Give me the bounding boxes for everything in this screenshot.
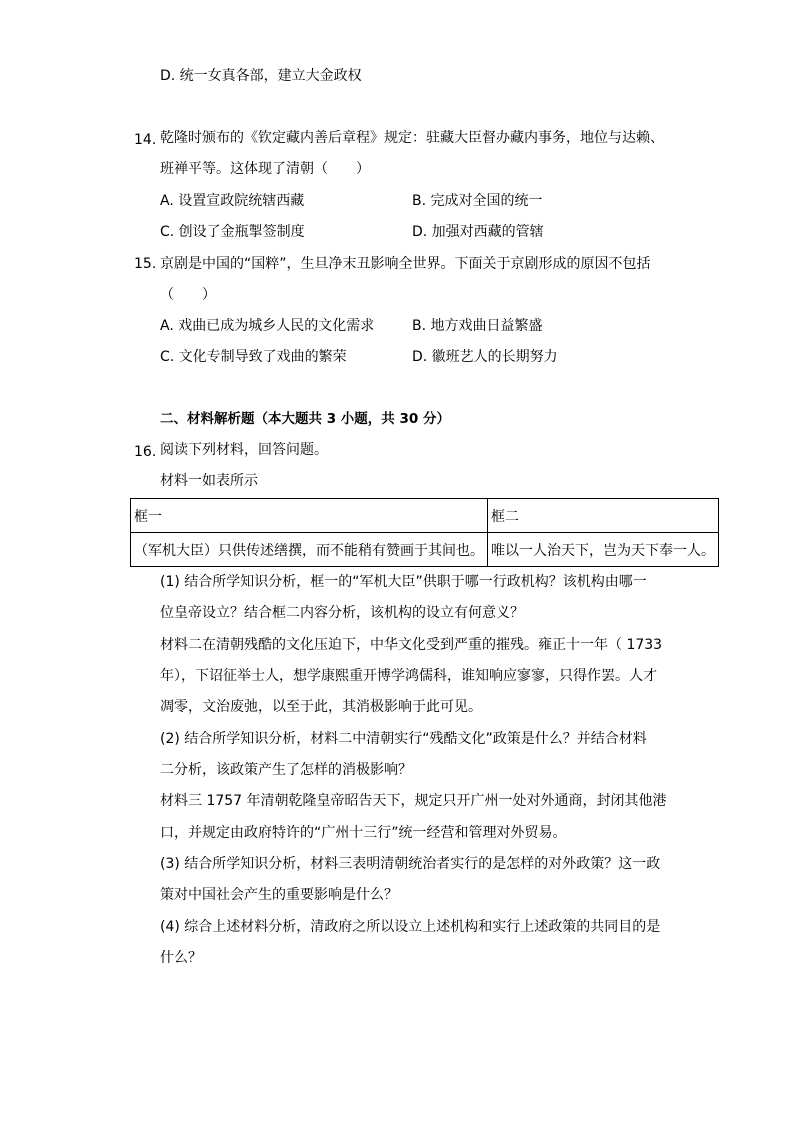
- q16-intro: 阅读下列材料，回答问题。: [160, 442, 328, 458]
- q16-material3-line1: 材料三 1757 年清朝乾隆皇帝昭告天下，规定只开广州一处对外通商，封闭其他港: [160, 793, 667, 809]
- q15-option-d: D. 徽班艺人的长期努力: [412, 349, 558, 365]
- q14-option-d: D. 加强对西藏的管辖: [412, 224, 544, 240]
- table-row: [131, 533, 719, 567]
- table-header-row: [131, 499, 719, 533]
- q16-sub4-line2: 什么？: [160, 950, 202, 966]
- q14-option-c: C. 创设了金瓶掣签制度: [160, 224, 305, 240]
- q16-number: 16.: [134, 444, 157, 460]
- q15-number: 15.: [134, 256, 157, 272]
- q16-material1-label: 材料一如表所示: [160, 473, 258, 489]
- q15-stem-line2: （ ）: [160, 287, 216, 303]
- q16-sub1-line2: 位皇帝设立？结合框二内容分析，该机构的设立有何意义？: [160, 605, 524, 621]
- material1-table: [130, 498, 719, 567]
- section2-heading: 二、材料解析题（本大题共 3 小题，共 30 分）: [160, 411, 450, 427]
- q15-option-c: C. 文化专制导致了戏曲的繁荣: [160, 349, 347, 365]
- q13-option-d: D. 统一女真各部，建立大金政权: [160, 68, 362, 84]
- q16-sub2-line1: (2) 结合所学知识分析，材料二中清朝实行“残酷文化”政策是什么？并结合材料: [160, 731, 647, 747]
- table-header-cell: 框二: [488, 499, 719, 533]
- q16-sub3-line1: (3) 结合所学知识分析，材料三表明清朝统治者实行的是怎样的对外政策？这一政: [160, 856, 661, 872]
- q16-sub3-line2: 策对中国社会产生的重要影响是什么？: [160, 887, 398, 903]
- q14-stem-line2: 班禅平等。这体现了清朝（ ）: [160, 161, 370, 177]
- table-cell: （军机大臣）只供传述缮撰，而不能稍有赞画于其间也。: [131, 533, 488, 567]
- q15-option-b: B. 地方戏曲日益繁盛: [412, 318, 543, 334]
- table-cell: 唯以一人治天下，岂为天下奉一人。: [488, 533, 719, 567]
- q16-sub2-line2: 二分析，该政策产生了怎样的消极影响？: [160, 762, 412, 778]
- q14-option-b: B. 完成对全国的统一: [412, 193, 543, 209]
- q14-stem-line1: 乾隆时颁布的《钦定藏内善后章程》规定：驻藏大臣督办藏内事务，地位与达赖、: [160, 130, 664, 146]
- q15-stem-line1: 京剧是中国的“国粹”，生旦净末丑影响全世界。下面关于京剧形成的原因不包括: [160, 256, 651, 272]
- q15-option-a: A. 戏曲已成为城乡人民的文化需求: [160, 318, 375, 334]
- q16-sub4-line1: (4) 综合上述材料分析，清政府之所以设立上述机构和实行上述政策的共同目的是: [160, 919, 661, 935]
- q16-material2-line2: 年），下诏征举士人，想学康熙重开博学鸿儒科，谁知响应寥寥，只得作罢。人才: [160, 668, 657, 684]
- q14-option-a: A. 设置宣政院统辖西藏: [160, 193, 305, 209]
- q16-material2-line3: 凋零，文治废弛，以至于此，其消极影响于此可见。: [160, 699, 482, 715]
- q16-sub1-line1: (1) 结合所学知识分析，框一的“军机大臣”供职于哪一行政机构？该机构由哪一: [160, 574, 647, 590]
- q16-material3-line2: 口，并规定由政府特许的“广州十三行”统一经营和管理对外贸易。: [160, 825, 567, 841]
- q16-material2-line1: 材料二在清朝残酷的文化压迫下，中华文化受到严重的摧残。雍正十一年（ 1733: [160, 637, 663, 653]
- table-header-cell: 框一: [131, 499, 488, 533]
- q14-number: 14.: [134, 132, 157, 148]
